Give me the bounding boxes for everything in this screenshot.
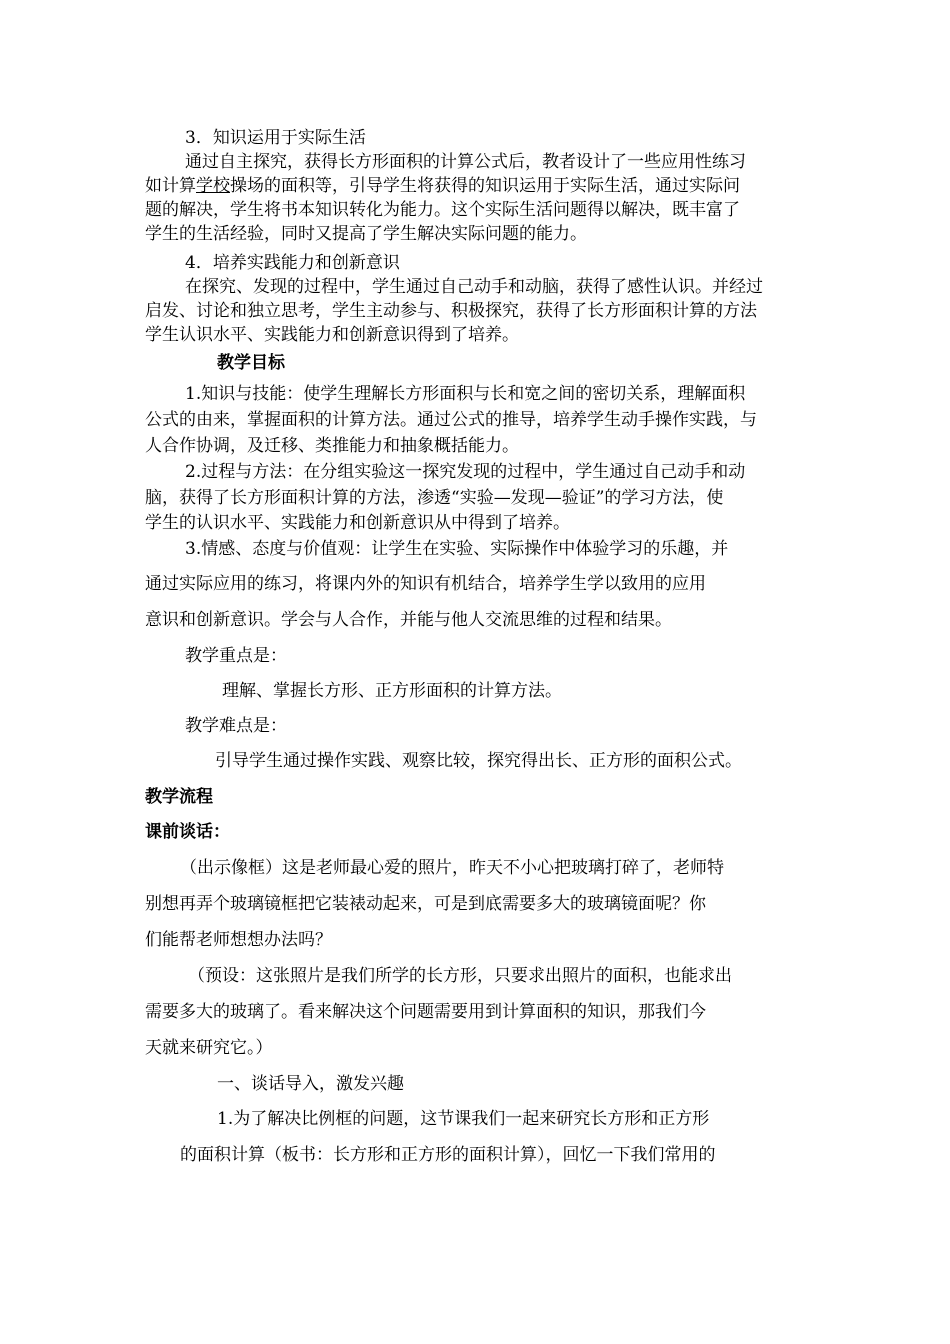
difficult-points-text: 引导学生通过操作实践、观察比较，探究得出长、正方形的面积公式。	[215, 751, 742, 771]
paragraph-line: 3.情感、态度与价值观：让学生在实验、实际操作中体验学习的乐趣，并	[185, 539, 729, 559]
paragraph-line: 1.知识与技能：使学生理解长方形面积与长和宽之间的密切关系，理解面积	[185, 384, 746, 404]
paragraph-line: （预设：这张照片是我们所学的长方形，只要求出照片的面积，也能求出	[188, 966, 732, 986]
paragraph-line: 脑，获得了长方形面积计算的方法，渗透“实验—发现—验证”的学习方法，使	[145, 488, 724, 508]
paragraph-line: 公式的由来，掌握面积的计算方法。通过公式的推导，培养学生动手操作实践，与	[145, 410, 757, 430]
paragraph-line: 天就来研究它。）	[145, 1038, 273, 1058]
paragraph-line: （出示像框）这是老师最心爱的照片，昨天不小心把玻璃打碎了，老师特	[180, 858, 724, 878]
key-points-text: 理解、掌握长方形、正方形面积的计算方法。	[222, 681, 562, 701]
paragraph-line: 的面积计算（板书：长方形和正方形的面积计算），回忆一下我们常用的	[180, 1145, 716, 1165]
paragraph-line: 学生的认识水平、实践能力和创新意识从中得到了培养。	[145, 513, 570, 533]
paragraph-line: 1.为了解决比例框的问题，这节课我们一起来研究长方形和正方形	[217, 1109, 710, 1129]
school-link[interactable]: 学校	[196, 176, 230, 196]
paragraph-line	[145, 174, 740, 198]
section-4-title: 4．培养实践能力和创新意识	[185, 253, 400, 273]
paragraph-line: 通过自主探究，获得长方形面积的计算公式后，教者设计了一些应用性练习	[185, 152, 746, 172]
paragraph-line: 2.过程与方法：在分组实验这一探究发现的过程中，学生通过自己动手和动	[185, 462, 746, 482]
text-span: 如计算	[145, 176, 196, 196]
key-points-label: 教学重点是：	[185, 646, 287, 666]
text-span: 操场的面积等，引导学生将获得的知识运用于实际生活，通过实际问	[230, 176, 740, 196]
paragraph-line: 人合作协调，及迁移、类推能力和抽象概括能力。	[145, 436, 519, 456]
paragraph-line: 题的解决，学生将书本知识转化为能力。这个实际生活问题得以解决，既丰富了	[145, 200, 740, 220]
paragraph-line: 别想再弄个玻璃镜框把它装裱动起来，可是到底需要多大的玻璃镜面呢？你	[145, 894, 706, 914]
teaching-flow-heading: 教学流程	[145, 787, 213, 807]
paragraph-line: 需要多大的玻璃了。看来解决这个问题需要用到计算面积的知识，那我们今	[145, 1002, 706, 1022]
paragraph-line: 学生认识水平、实践能力和创新意识得到了培养。	[145, 325, 519, 345]
section-3-title: 3．知识运用于实际生活	[185, 128, 366, 148]
difficult-points-label: 教学难点是：	[185, 716, 287, 736]
teaching-goals-heading: 教学目标	[217, 353, 285, 373]
paragraph-line: 通过实际应用的练习，将课内外的知识有机结合，培养学生学以致用的应用	[145, 574, 706, 594]
paragraph-line: 启发、讨论和独立思考，学生主动参与、积极探究，获得了长方形面积计算的方法	[145, 301, 757, 321]
paragraph-line: 学生的生活经验，同时又提高了学生解决实际问题的能力。	[145, 224, 587, 244]
paragraph-line: 们能帮老师想想办法吗？	[145, 930, 332, 950]
paragraph-line: 意识和创新意识。学会与人合作，并能与他人交流思维的过程和结果。	[145, 610, 672, 630]
pre-class-talk-heading: 课前谈话：	[145, 822, 230, 842]
part-1-title: 一、谈话导入，激发兴趣	[217, 1074, 404, 1094]
paragraph-line: 在探究、发现的过程中，学生通过自己动手和动脑，获得了感性认识。并经过	[185, 277, 763, 297]
